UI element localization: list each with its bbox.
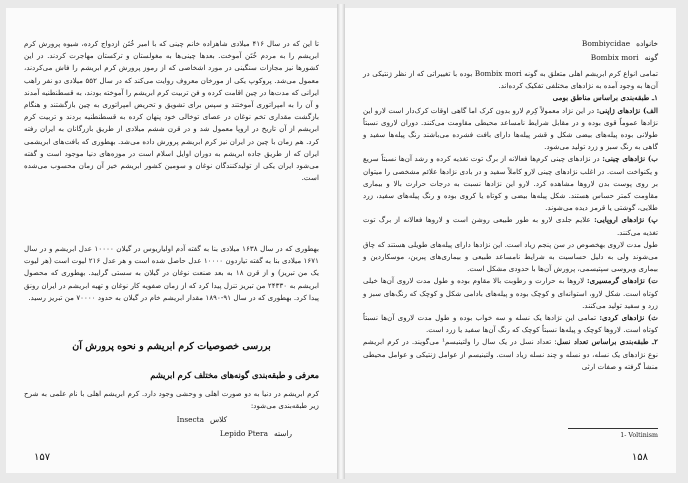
page-157-paragraph-2 xyxy=(24,243,319,304)
taxonomy-latin: Insecta xyxy=(176,415,205,424)
taxonomy-row-family xyxy=(363,38,658,50)
page-number: ۱۵۸ xyxy=(631,452,648,463)
page-number: ۱۵۷ xyxy=(34,452,51,463)
footnote: 1- Voltinism xyxy=(620,432,658,439)
item-text: تمامی این نژادها یک نسله و سه خواب بوده و طول مدت لاروی آن‌ها نسبتاً کوتاه است. لاروها کوچک و پیله‌ها نسبتاً کوچک که رنگ آن‌ها سفید یا زرد است. xyxy=(363,313,658,335)
taxonomy-rank: کلاس xyxy=(210,415,227,424)
item-label: ث) نژادهای کردی: xyxy=(599,313,658,323)
item-label: ب) نژادهای چینی: xyxy=(602,154,658,164)
item-text: در این نژاد معمولاً کِرم لارو بدون کرک اما گاهی اوقات کرک‌دار است لارو این نژادها عموماً قوی بوده و در مقابل شرایط نامساعد محیطی مقاومت می‌کنند. دوران لاروی نسبتاً طولانی بوده پیله‌های بیضی شکل و قشر پیله‌ها دارای بافت فشرده می‌باشند رنگ پیله‌ها سفید و گاهی به رنگ سبز و زرد تولید می‌شود. xyxy=(363,105,658,152)
item-label: پ) نژادهای اروپایی: xyxy=(594,215,658,225)
taxonomy-row-order xyxy=(24,428,292,440)
paragraph-text: تا این که در سال ۴۱۶ میلادی شاهزاده خانم چینی که با امیر خُتَن ازدواج کرده، شیوه پرورش کرم ابریشم را به مردم خُتَن آموخت. بعدها چینی‌ها به مغولستان و ترکستان مهاجرت کردند. در این کشورها نیز مجازات سنگینی در مورد اشخاصی که از رموز پرورش کرم ابریشم را فاش می‌کردند، معمول می‌شد. پروکوپ یکی از مورخان معروف روایت می‌کند که در سال ۵۵۲ میلادی دو نفر راهب ایرانی که مدت‌ها در چین اقامت کرده و فن تربیت کرم ابریشم را آموخته بودند، به قسطنطنیه آمدند و آن را به امپراتوری آموختند و سپس برای تشویق و تحریض امپراتوری به چین بازگشتند و هنگام بازگشت مقداری تخم نوغان در عصای توخالی خود پنهان کرده به قسطنطنیه بردند و تربیت کرم ابریشم از آن تاریخ در اروپا معمول شد و در قرن ششم میلادی از طریق بازرگانان به ایران رفته کرد. هم زمان با چین در ایران نیز کرم ابریشم پرورش داده می‌شد. بهطوری که بافت‌های ابریشمی ایران که از طریق جاده ابریشم به دوران اوایل اسلام است در موزه‌های دنیا موجود است و گفته می‌شود ایران یکی از تولیدکنندگان نوغان و سومین کشور ابریشم خیز آن زمان محسوب می‌شده است. xyxy=(24,39,320,183)
book-gutter xyxy=(337,4,345,479)
paragraph-be xyxy=(363,153,658,214)
item-text: لاروها به حرارت و رطوبت بالا مقاوم بوده و طول مدت لاروی آن‌ها خیلی کوتاه است. شکل لارو، استوانه‌ای و کوچک بوده و پیله‌های باد‌امی شکل و کوچک که رنگ‌های سبز و زرد و سفید تولید می‌کنند. xyxy=(363,276,658,310)
taxonomy-latin: Bombiycidae xyxy=(581,39,631,48)
page-157 xyxy=(6,8,337,473)
section-2-paragraph xyxy=(363,336,658,373)
page-158 xyxy=(345,8,676,473)
item-label: الف) نژادهای ژاپنی: xyxy=(596,105,658,115)
item-label: ت) نژادهای گرمسیری: xyxy=(586,276,658,286)
taxonomy-row-species xyxy=(363,52,658,64)
item-text: : تعداد نسل در یک سال را ولتینیسم¹ می‌گویند. در کرم ابریشم نوع نژادهای یک نسله، دو نسله و چند نسله زیاد است. ولتینیسم از عوامل ژنتیکی و عوامل محیطی منشأ گرفته و صفات ارثی xyxy=(363,337,658,371)
paragraph-alef xyxy=(363,105,658,154)
intro-paragraph: تمامی انواع کرم ابریشم اهلی متعلق به گونه Bombix mori بوده با تغییراتی که از نظر ژنتیکی در آن‌ها به وجود آمده به نژادهای مختلفی تفکیک کرده‌اند. xyxy=(363,69,658,91)
item-text: علایم جلدی لارو به طور طبیعی روشن است و لاروها فعالانه از برگ توت تغذیه می‌کنند. xyxy=(363,215,658,237)
taxonomy-rank: خانواده xyxy=(636,39,658,48)
section-title-text: ۲ـ طبقه‌بندی براساس تعداد نسل xyxy=(556,337,658,347)
chapter-heading: بررسی خصوصیات کرم ابریشم و نحوه پرورش آن xyxy=(72,341,271,352)
taxonomy-latin: Bombix mori xyxy=(590,53,639,62)
footnote-divider xyxy=(568,428,658,429)
page-158-body xyxy=(363,68,658,373)
paragraph-pe-continued: طول مدت لاروی بهخصوص در سن پنجم زیاد است. این نژادها دارای پیله‌های طویلی هستند که چاق می‌شوند ولی به دلیل حساسیت به شرایط نامساعد طبیعی و بیماری‌های پبرین، موسکاردین و بیماری ویروسی سپتیسمی، پرورش آن‌ها با حدودی مشکل است. xyxy=(363,239,658,274)
page-157-paragraph-1 xyxy=(24,38,319,184)
section-1-title xyxy=(363,92,658,104)
paragraph-text: کرم ابریشم در دنیا به دو صورت اهلی و وحشی وجود دارد. کرم ابریشم اهلی با نام علمی به شرح زیر طبقه‌بندی می‌شود: xyxy=(24,389,319,411)
taxonomy-row-class xyxy=(24,414,227,426)
page-157-paragraph-3 xyxy=(24,388,319,412)
paragraph-text: بهطوری که در سال ۱۶۳۸ میلادی بنا به گفته آدم اولیاریوس در گیلان ۱۰۰۰۰ عدل ابریشم و در سال ۱۶۷۱ میلادی بنا به گفته تیاردون ۱۰۰۰۰ عدل حاصل شده است و هر عدل ۲۱۶ لیوت است (هر لیوت یک من تبریز) و از قرن ۱۸ به بعد صنعت نوغان در گیلان به سستی گرایید. بهطوری که محصول ابریشم به ۲۴۳۳۰ من تبریز تنزل پیدا کرد که از زمان صفویه کار نوغان و تهیه ابریشم در ایران رونق پیدا کرد. بهطوری که در سال ۹۱-۱۸۹۰ مقدار ابریشم خام در گیلان به حدود ۷۰۰۰۰ من تبریز رسید. xyxy=(24,244,319,302)
section-subheading: معرفی و طبقه‌بندی گونه‌های مختلف کرم ابریشم xyxy=(150,370,319,380)
item-text: در نژادهای چینی کرم‌ها فعالانه از برگ توت تغذیه کرده و رشد آن‌ها نسبتاً سریع و یکنواخت است. در اغلب نژادهای چینی لارو کاملاً سفید و در بادی نژادها علائم مشخصی را میتوان بر روی پوست بدن لاروها مشاهده کرد. لارو این نژادها نسبت به درجات حرارت بالا و بیماری مقاومت کمتر حساس هستند. شکل پیله‌ها بیضی و کوتاه یا کروی بوده و رنگ پیله‌های سفید، زرد طلایی، گوشتی یا قرمز دیده می‌شوند. xyxy=(363,154,658,213)
taxonomy-rank: راسته xyxy=(273,429,292,438)
paragraph-pe xyxy=(363,214,658,238)
taxonomy-rank: گونه xyxy=(644,53,658,62)
paragraph-te xyxy=(363,275,658,312)
taxonomy-latin: Lepido Ptera xyxy=(219,429,268,438)
paragraph-se xyxy=(363,312,658,336)
section-title-text: ۱ـ طبقه‌بندی براساس مناطق بومی xyxy=(552,93,658,103)
